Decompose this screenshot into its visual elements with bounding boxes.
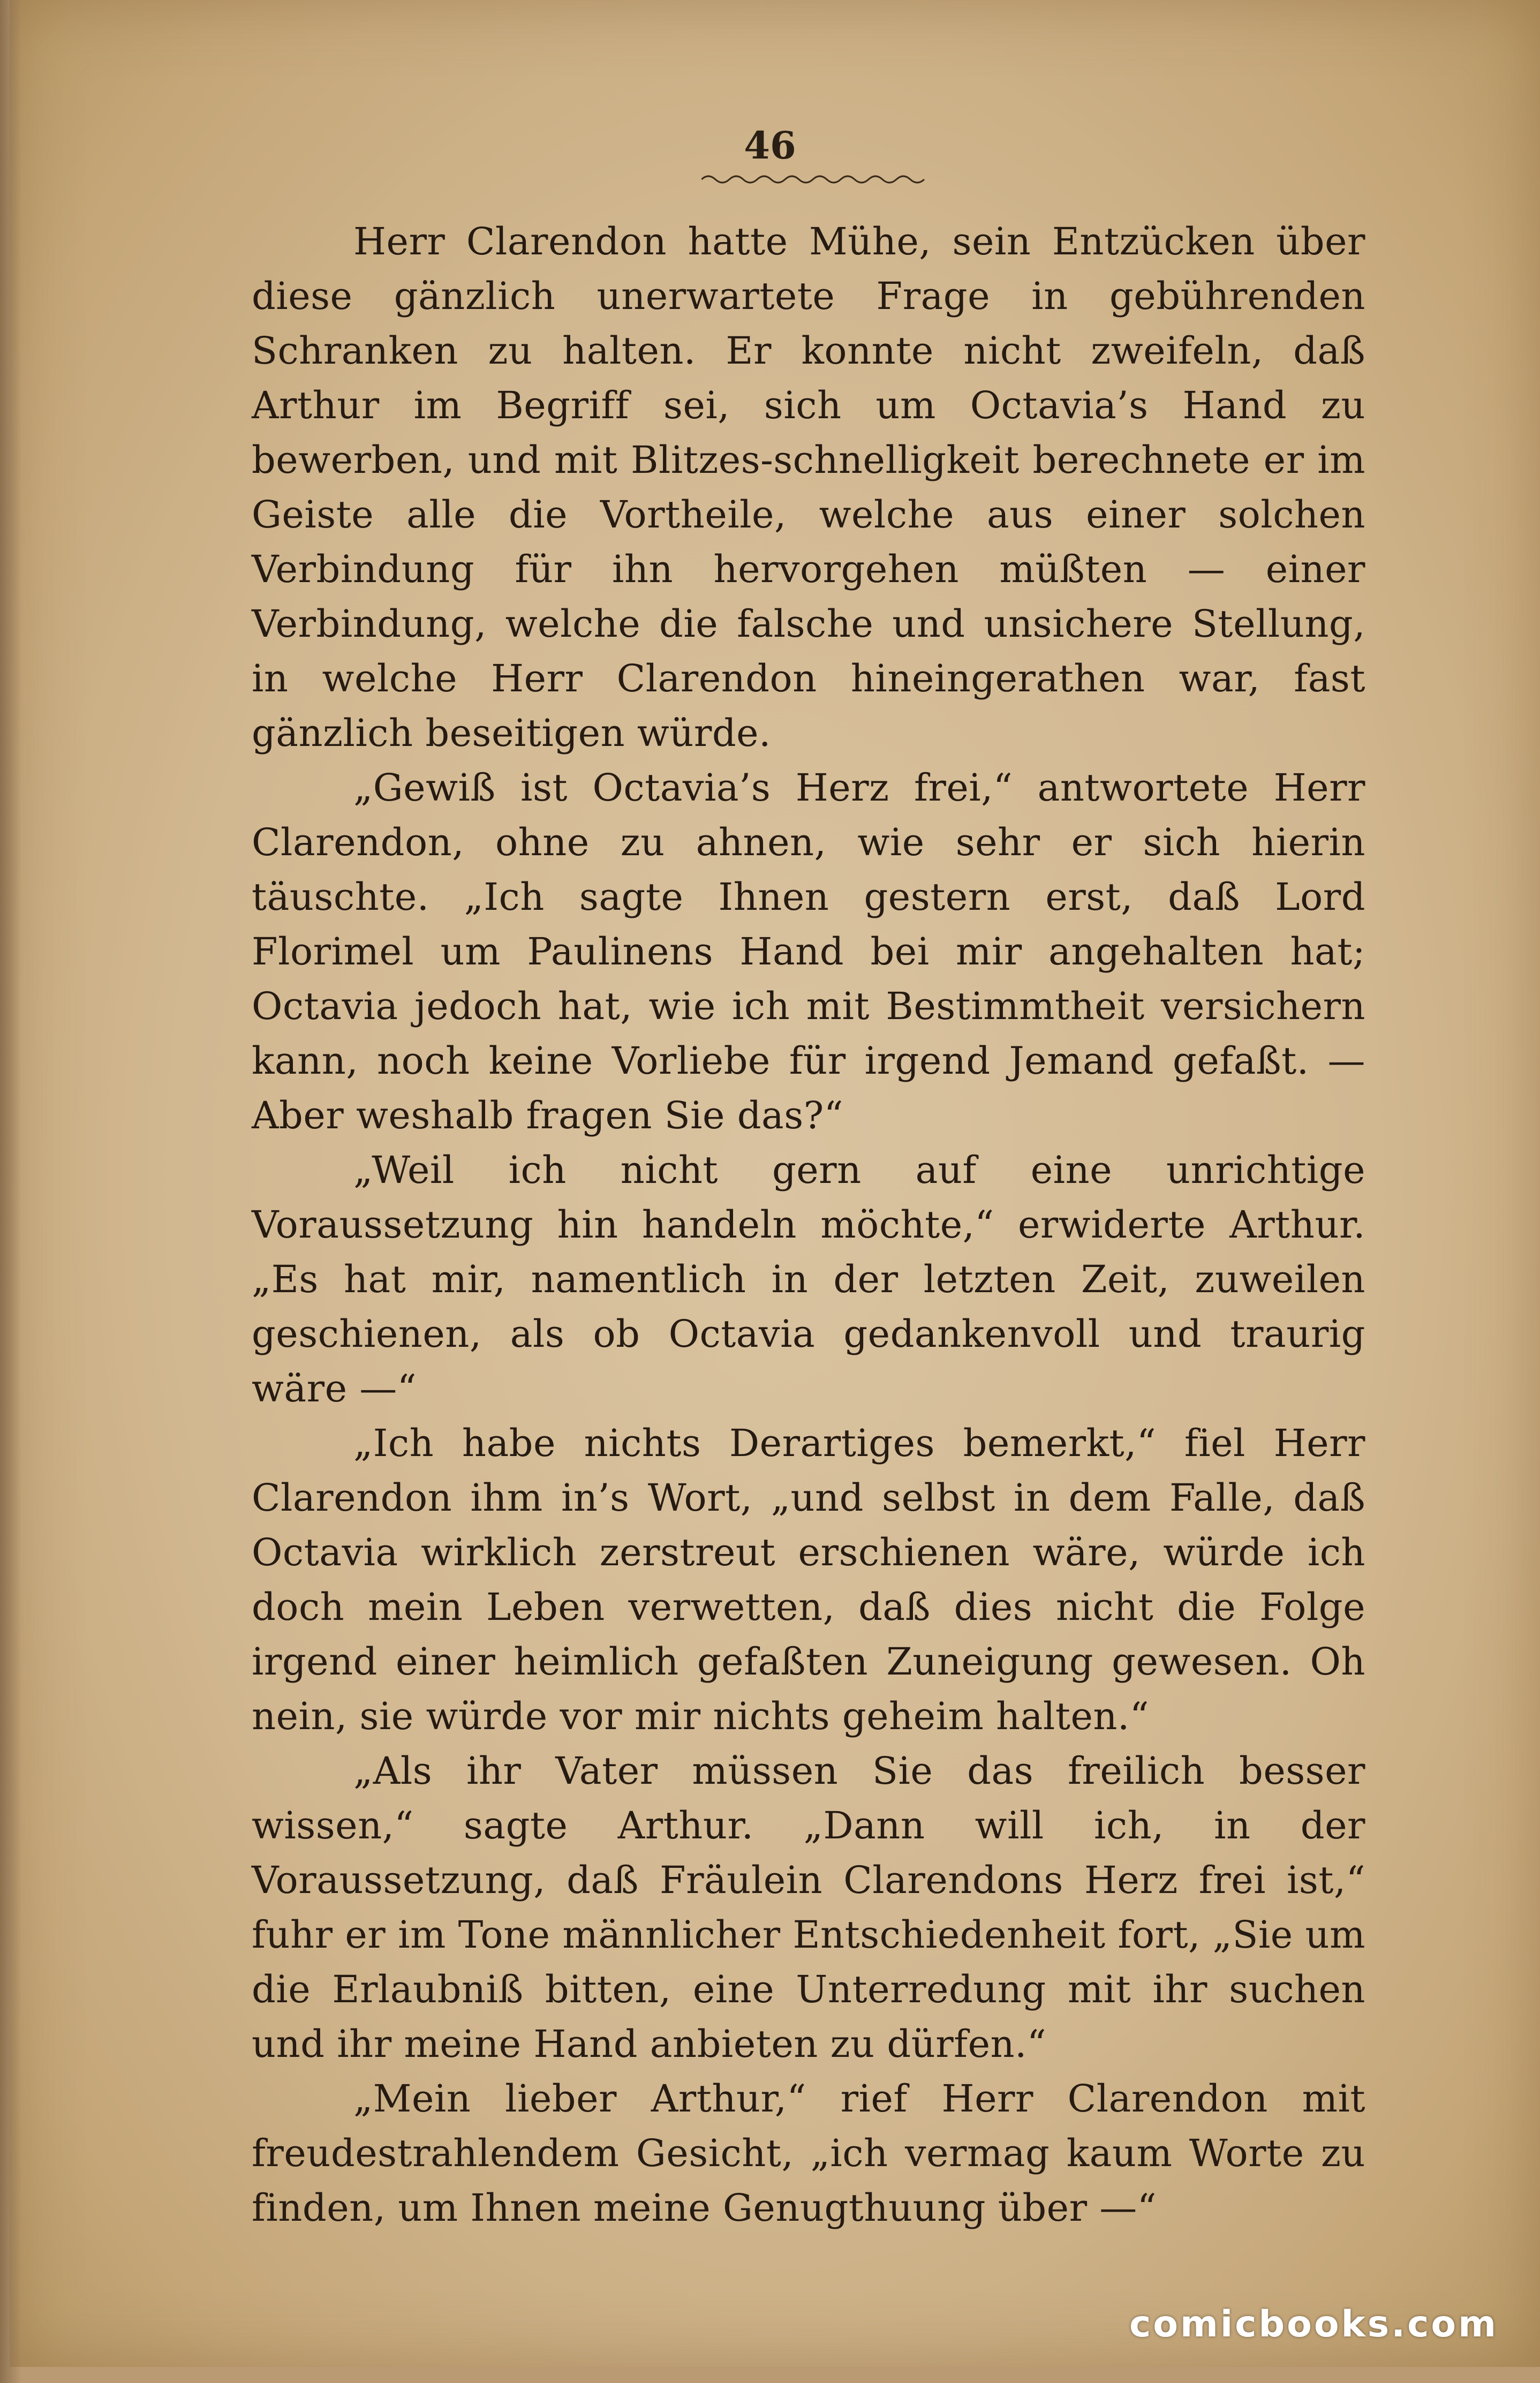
body-text: [252, 214, 1365, 2235]
ornament-divider: [701, 172, 926, 186]
paragraph: „Weil ich nicht gern auf eine unrichtige Voraussetzung hin handeln möchte,“ erwiderte Arthur. „Es hat mir, namentlich in der letzten Zeit, zuweilen geschienen, als ob Octavia gedankenvoll und traurig wäre —“: [252, 1148, 1365, 1411]
paragraph: Herr Clarendon hatte Mühe, sein Entzücken über diese gänzlich unerwartete Frage in gebührenden Schranken zu halten. Er konnte nicht zweifeln, daß Arthur im Begriff sei, sich um Octavia’s Hand zu bewerben, und mit Blitzes-schnelligkeit berechnete er im Geiste alle die Vortheile, welche aus einer solchen Verbindung für ihn hervorgehen müßten — einer Verbindung, welche die falsche und unsichere Stellung, in welche Herr Clarendon hineingerathen war, fast gänzlich beseitigen würde.: [252, 220, 1365, 755]
page-gutter-shadow: [0, 0, 21, 2383]
watermark: comicbooks.com: [1129, 2303, 1498, 2346]
paragraph: „Ich habe nichts Derartiges bemerkt,“ fiel Herr Clarendon ihm in’s Wort, „und selbst in dem Falle, daß Octavia wirklich zerstreut erschienen wäre, würde ich doch mein Leben verwetten, daß dies nicht die Folge irgend einer heimlich gefaßten Zuneigung gewesen. Oh nein, sie würde vor mir nichts geheim halten.“: [252, 1421, 1365, 1738]
page-number: 46: [744, 123, 796, 168]
paragraph: „Als ihr Vater müssen Sie das freilich besser wissen,“ sagte Arthur. „Dann will ich, in der Voraussetzung, daß Fräulein Clarendons Herz frei ist,“ fuhr er im Tone männlicher Entschiedenheit fort, „Sie um die Erlaubniß bitten, eine Unterredung mit ihr suchen und ihr meine Hand anbieten zu dürfen.“: [252, 1749, 1365, 2066]
paragraph: „Gewiß ist Octavia’s Herz frei,“ antwortete Herr Clarendon, ohne zu ahnen, wie sehr er sich hierin täuschte. „Ich sagte Ihnen gestern erst, daß Lord Florimel um Paulinens Hand bei mir angehalten hat; Octavia jedoch hat, wie ich mit Bestimmtheit versichern kann, noch keine Vorliebe für irgend Jemand gefaßt. — Aber weshalb fragen Sie das?“: [252, 766, 1365, 1137]
paragraph: „Mein lieber Arthur,“ rief Herr Clarendon mit freudestrahlendem Gesicht, „ich vermag kaum Worte zu finden, um Ihnen meine Genugthuung über —“: [252, 2077, 1365, 2230]
